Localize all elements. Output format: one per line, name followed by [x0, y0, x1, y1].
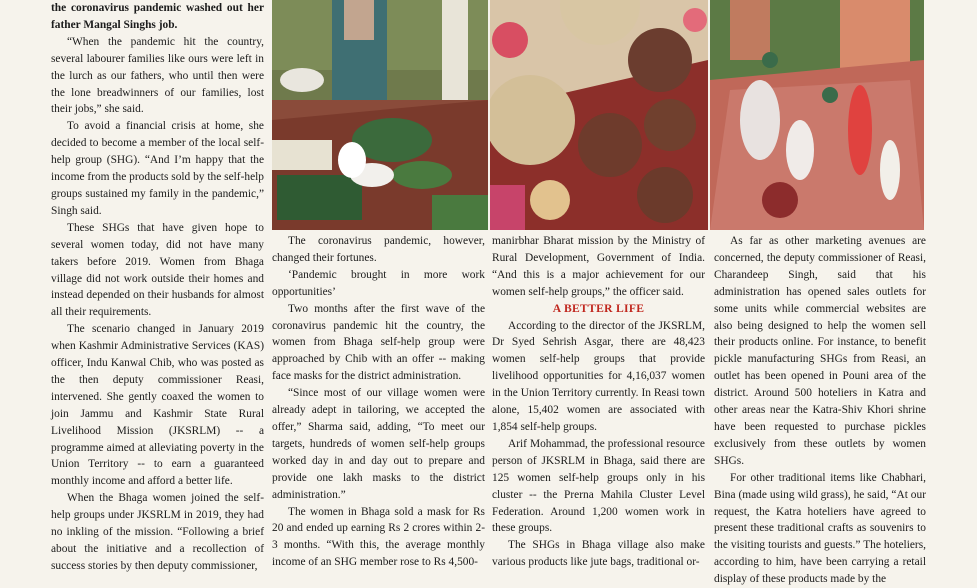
- column1-paragraph: When the Bhaga women joined the self-help groups under JKSRLM in 2019, they had no inkling of the mission. “Following a brief about the initiative and a recollection of success stories by then deputy commissioner,: [51, 492, 264, 572]
- article-column-1: [51, 0, 264, 575]
- column1-paragraph: These SHGs that have given hope to several women today, did not have many takers before 2019. Women from Bhaga village did not work outside their homes and instead depended on their husbands for almost all their requirements.: [51, 221, 264, 319]
- photo-jute-products: [490, 0, 708, 230]
- section-subhead: A BETTER LIFE: [552, 301, 645, 315]
- column3-paragraph: manirbhar Bharat mission by the Ministry of Rural Development, Government of India. “And this is a major achievement for our women self-help groups,” the officer said.: [492, 235, 705, 298]
- column2-paragraph: Two months after the first wave of the coronavirus pandemic hit the country, the women from Bhaga self-help group were approached by Chib with an offer -- making face masks for the district administration.: [272, 302, 485, 383]
- column1-paragraph: The scenario changed in January 2019 when Kashmir Administrative Services (KAS) officer, Indu Kanwal Chib, who was posted as the then deputy commissioner Reasi, intervened. She gently coaxed the women to join Jammu and Kashmir State Rural Livelihood Mission (JKSRLM) -- a programme aimed at alleviating poverty in the Union Territory -- to earn a guaranteed monthly income and afford a better life.: [51, 323, 264, 488]
- photo-handicrafts-display: [272, 0, 488, 230]
- column1-paragraph: “When the pandemic hit the country, several labourer families like ours were left in the lurch as our fathers, who until then were the lone breadwinners of our families, lost their jobs,” she said.: [51, 35, 264, 116]
- column3-paragraph: Arif Mohammad, the professional resource person of JKSRLM in Bhaga, said there are 125 women self-help groups only in his cluster -- the Prerna Mahila Cluster Level Federation. Around 1,200 women work in these groups.: [492, 437, 705, 535]
- column3-paragraph: According to the director of the JKSRLM, Dr Syed Sehrish Asgar, there are 48,423 women self-help groups that provide livelihood opportunities for 4,16,037 women in the Union Territory currently. In Reasi town alone, 15,402 women are associated with 1,854 self-help groups.: [492, 319, 705, 433]
- column2-paragraph: The women in Bhaga sold a mask for Rs 20 and ended up earning Rs 2 crores within 2-3 months. “With this, the average monthly income of an SHG member rose to Rs 4,500-: [272, 505, 485, 569]
- article-column-4: [714, 233, 926, 588]
- column2-quote-heading: ‘Pandemic brought in more work opportunities’: [272, 268, 485, 298]
- column4-paragraph: As far as other marketing avenues are concerned, the deputy commissioner of Reasi, Charandeep Singh, said that his administration has opened sales outlets for some units while commercial websites are also being designed to help the women sell their products online. For instance, to benefit pickle manufacturing SHGs from Reasi, an outlet has been opened in Pouni area of the district. Around 500 hoteliers in Katra and other areas near the Katra-Shiv Khori shrine have been requested to purchase pickles exclusively from these outlets by women SHGs.: [714, 235, 926, 467]
- column4-paragraph: For other traditional items like Chabhari, Bina (made using wild grass), he said, “At our request, the Katra hoteliers have agreed to present these traditional crafts as souvenirs to the visiting tourists and guests.” The hoteliers, according to him, have been carrying a retail display of these products made by the: [714, 471, 926, 586]
- column3-paragraph: The SHGs in Bhaga village also make various products like jute bags, traditional or-: [492, 539, 705, 569]
- article-column-2: [272, 233, 485, 571]
- photo-traditional-decorations: [710, 0, 924, 230]
- column2-paragraph: “Since most of our village women were already adept in tailoring, we accepted the offer,” Sharma said, adding, “To meet our targets, hundreds of women self-help groups worked day in and day out to prepare and provide one lakh masks to the district administration.”: [272, 387, 485, 501]
- column1-lead-text: the coronavirus pandemic washed out her father Mangal Singhs job.: [51, 2, 264, 31]
- column2-paragraph: The coronavirus pandemic, however, changed their fortunes.: [272, 235, 485, 264]
- article-column-3: [492, 233, 705, 571]
- column1-paragraph: To avoid a financial crisis at home, she decided to become a member of the local self-help group (SHG). “And I’m happy that the income from the products sold by the self-help groups sustained my family in the pandemic,” Singh said.: [51, 120, 264, 217]
